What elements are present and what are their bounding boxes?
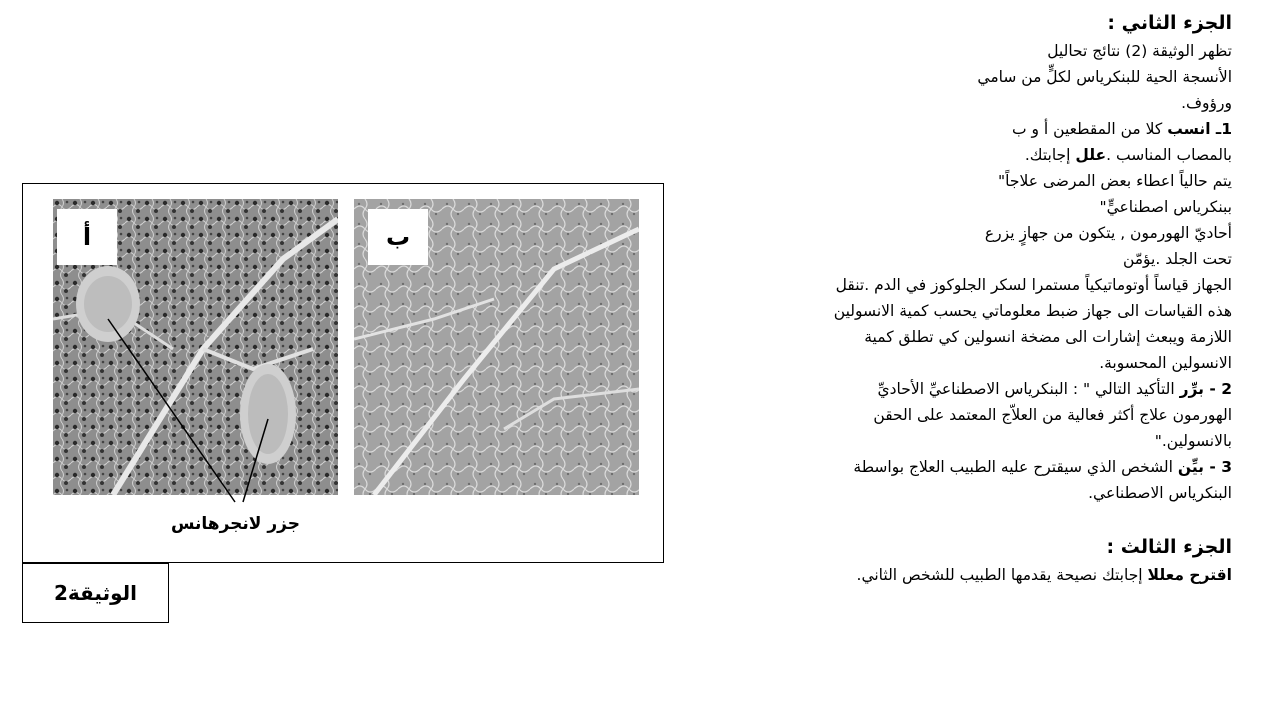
langerhans-islets-label: جزر لانجرهانس [171,514,300,534]
q3-text: الشخص الذي سيقترح عليه الطبيب العلاج بواسطة [853,458,1178,476]
panel-label-a: أ [57,209,117,265]
para-line-8: الانسولين المحسوبة. [1099,354,1232,372]
document-2-label: الوثيقة2 [22,563,169,623]
question-2-line-2: الهورمون علاج أكثر فعالية من العلاّج المعتمد على الحقن [873,406,1232,424]
intro-line-2: الأنسجة الحية للبنكرياس لكلٍّ من سامي [977,68,1232,86]
part3-question [672,562,1232,588]
q3-verb: - بيِّن [1177,458,1222,476]
figure-frame [22,183,664,563]
question-1-line-2 [672,142,1232,168]
q1-number: 1 [1221,120,1232,138]
q2-number: 2 [1221,380,1232,398]
para-line-7: اللازمة ويبعث إشارات الى مضخة انسولين كي تطلق كمية [864,328,1232,346]
part3-verb: اقترح معللا [1147,566,1232,584]
micrograph-b [354,199,639,495]
question-1 [672,116,1232,142]
intro-line-3: ورؤوف. [1181,94,1232,112]
part3-heading: الجزء الثالث : [1106,536,1232,558]
q1-text: كلا من المقطعين أ و ب [1012,120,1168,138]
document-text [672,8,1232,588]
intro-line-1: تظهر الوثيقة (2) نتائج تحاليل [1047,42,1232,60]
question-2-line-3: بالانسولين." [1154,432,1232,450]
question-3 [672,454,1232,480]
micrograph-a [53,199,338,495]
q3-number: 3 [1221,458,1232,476]
q2-verb: - برِّر [1179,380,1222,398]
question-2 [672,376,1232,402]
q1-line2-b: إجابتك. [1024,146,1076,164]
q1-justify-verb: علل [1075,146,1107,164]
para-line-1: يتم حالياً اعطاء بعض المرضى علاجاً" [998,172,1232,190]
part2-heading: الجزء الثاني : [1107,12,1232,34]
para-line-5: الجهاز قياساً أوتوماتيكياً مستمرا لسكر الجلوكوز في الدم .تنقل [835,276,1232,294]
q2-text: التأكيد التالي " : البنكرياس الاصطناعيِّ الأحاديِّ [877,380,1180,398]
part3-text: إجابتك نصيحة يقدمها الطبيب للشخص الثاني. [856,566,1148,584]
para-line-4: تحت الجلد .يؤمّن [1122,250,1232,268]
q1-line2-a: بالمصاب المناسب . [1106,146,1232,164]
q1-verb: ـ انسب [1167,120,1222,138]
panel-label-b: ب [368,209,428,265]
para-line-3: أحاديّ الهورمون , يتكون من جهازٍ يزرع [984,224,1232,242]
para-line-6: هذه القياسات الى جهاز ضبط معلوماتي يحسب كمية الانسولين [833,302,1232,320]
cropped-text-fragment [1190,0,1250,4]
para-line-2: ببنكرياس اصطناعيٍّ" [1099,198,1232,216]
question-3-line-2: البنكرياس الاصطناعي. [1088,484,1232,502]
